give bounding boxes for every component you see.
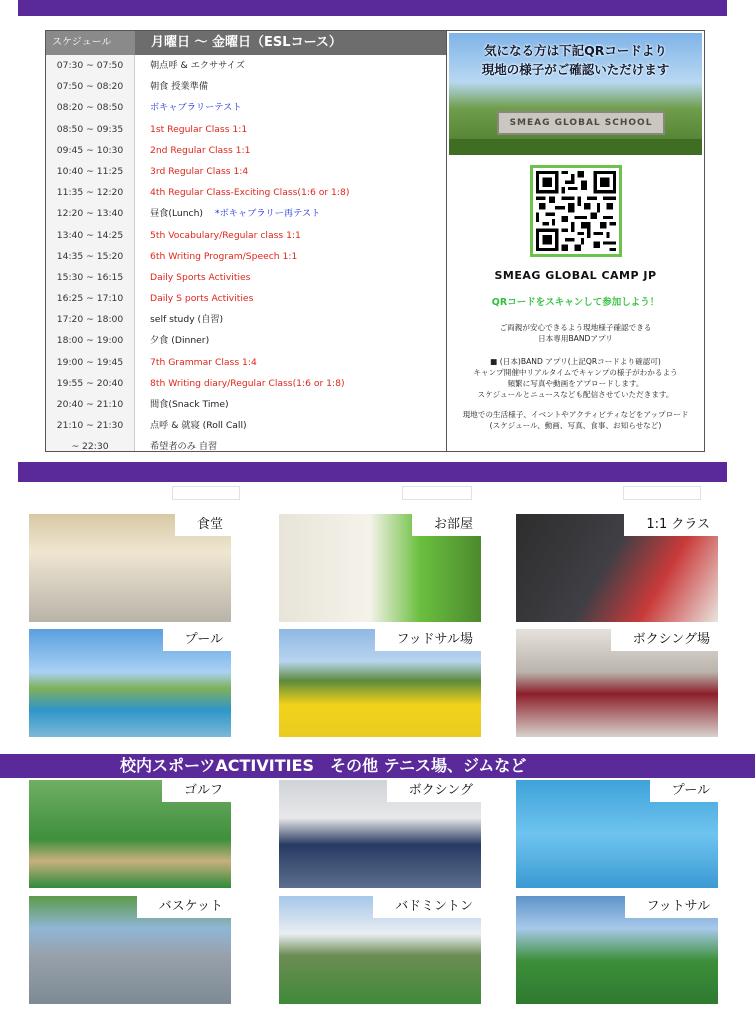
basketball-photo — [29, 896, 231, 1004]
schedule-activity — [135, 246, 446, 267]
banner-line-2: 現地の様子がご確認いただけます — [481, 62, 670, 77]
schedule-activity — [135, 55, 446, 76]
schedule-activity — [135, 225, 446, 246]
schedule-activity — [135, 288, 446, 309]
schedule-time: 07:50 ~ 08:20 — [56, 81, 124, 93]
schedule-activity — [135, 161, 446, 182]
activity-label: ボキャブラリーテスト — [150, 102, 242, 114]
schedule-time: 21:10 ~ 21:30 — [56, 420, 124, 432]
schedule-time: 09:45 ~ 10:30 — [56, 144, 124, 156]
activity-label: 6th Writing Program/Speech 1:1 — [150, 250, 298, 262]
qr-code-icon — [536, 171, 616, 251]
note-line: ■ (日本)BAND アプリ(上記QRコードより確認可) — [490, 357, 661, 366]
futsal-court-photo — [279, 629, 481, 737]
private-class-photo — [516, 514, 718, 622]
schedule-time: 17:20 ~ 18:00 — [56, 314, 124, 326]
schedule-activity — [135, 119, 446, 140]
dorm-room-photo — [279, 514, 481, 622]
photo-label: 1:1 クラス — [624, 514, 718, 536]
schedule-time: ~ 22:30 — [71, 441, 109, 453]
schedule-activity — [135, 97, 446, 118]
schedule-activity — [135, 373, 446, 394]
activity-label: 点呼 & 就寝 (Roll Call) — [150, 420, 247, 432]
activity-column — [135, 55, 446, 451]
hedge-decoration — [449, 139, 702, 155]
activity-label: 4th Regular Class-Exciting Class(1:6 or 1:8) — [150, 187, 350, 199]
photo-label: ゴルフ — [162, 780, 231, 802]
photo-label: ボクシング — [387, 780, 481, 802]
time-column-header: スケジュール — [46, 31, 135, 55]
futsal-photo — [516, 896, 718, 1004]
decorative-tab — [623, 486, 701, 500]
scan-prompt: QRコードをスキャンして参加しよう！ — [491, 297, 660, 308]
activity-label: 間食(Snack Time) — [150, 399, 229, 410]
activity-label: 夕食 (Dinner) — [150, 335, 210, 347]
schedule-time: 11:35 ~ 12:20 — [56, 187, 124, 199]
note-line: (スケジュール、動画、写真、食事、お知らせなど) — [489, 421, 662, 430]
photo-label: フッドサル場 — [375, 629, 481, 651]
activity-label: 希望者のみ 自習 — [150, 441, 218, 453]
schedule-activity — [135, 352, 446, 373]
upload-note — [447, 409, 704, 431]
schedule-activity — [135, 76, 446, 97]
decorative-tab — [172, 486, 240, 500]
activity-label: 3rd Regular Class 1:4 — [150, 165, 249, 177]
photo-label: バスケット — [137, 896, 231, 918]
activity-extra-note: *ボキャブラリー再テスト — [215, 208, 321, 220]
pool-photo — [29, 629, 231, 737]
schedule-time: 14:35 ~ 15:20 — [56, 250, 124, 262]
schedule-time: 16:25 ~ 17:10 — [56, 293, 124, 305]
activity-label: 昼食(Lunch) — [150, 208, 204, 220]
top-accent-bar — [18, 0, 727, 16]
photo-label: ボクシング場 — [611, 629, 718, 651]
schedule-time: 19:55 ~ 20:40 — [56, 377, 124, 389]
schedule-time: 12:20 ~ 13:40 — [56, 208, 124, 220]
qr-code[interactable] — [530, 165, 622, 257]
activity-label: 2nd Regular Class 1:1 — [150, 144, 251, 156]
schedule-time: 07:30 ~ 07:50 — [56, 60, 124, 71]
section-divider-bar — [18, 462, 727, 482]
note-line: 日本専用BANDアプリ — [538, 334, 613, 343]
banner-text — [449, 41, 702, 79]
photo-label: お部屋 — [412, 514, 481, 536]
activity-label: Daily S ports Activities — [150, 293, 254, 305]
schedule-activity — [135, 203, 446, 224]
schedule-activity — [135, 436, 446, 457]
note-line: 現地での生活様子、イベントやアクティビティなどをアップロード — [462, 410, 689, 419]
schedule-header — [46, 31, 446, 55]
band-info-panel — [447, 30, 705, 452]
schedule-time: 19:00 ~ 19:45 — [56, 356, 124, 368]
schedule-activity — [135, 394, 446, 415]
activity-label: 朝点呼 & エクササイズ — [150, 60, 245, 71]
decorative-tab — [402, 486, 472, 500]
activity-label: self study (自習) — [150, 314, 224, 326]
schedule-time: 18:00 ~ 19:00 — [56, 335, 124, 347]
note-line: 頻繁に写真や動画をアプロードします。 — [507, 379, 644, 388]
photo-label: フットサル — [625, 896, 718, 918]
schedule-activity — [135, 415, 446, 436]
band-app-note — [447, 322, 704, 344]
activity-label: 5th Vocabulary/Regular class 1:1 — [150, 229, 301, 241]
banner-line-1: 気になる方は下記QRコードより — [484, 43, 667, 58]
schedule-activity — [135, 140, 446, 161]
photo-label: バドミントン — [373, 896, 481, 918]
school-sign: SMEAG GLOBAL SCHOOL — [497, 111, 665, 135]
time-column — [46, 55, 135, 451]
schedule-activity — [135, 267, 446, 288]
note-line: キャンプ開催中リアルタイムでキャンプの様子がわかるよう — [473, 368, 678, 377]
schedule-time: 13:40 ~ 14:25 — [56, 229, 124, 241]
photo-label: 食堂 — [175, 514, 231, 536]
photo-label: プール — [650, 780, 718, 802]
activity-label: 8th Writing diary/Regular Class(1:6 or 1:8) — [150, 377, 345, 389]
campus-banner-image — [449, 33, 702, 155]
pool-activity-photo — [516, 780, 718, 888]
day-column-header: 月曜日 〜 金曜日（ESLコース） — [151, 35, 342, 50]
schedule-activity — [135, 182, 446, 203]
schedule-time: 08:20 ~ 08:50 — [56, 102, 124, 114]
schedule-time: 08:50 ~ 09:35 — [56, 123, 124, 135]
schedule-time: 15:30 ~ 16:15 — [56, 271, 124, 283]
golf-photo — [29, 780, 231, 888]
boxing-photo — [279, 780, 481, 888]
badminton-photo — [279, 896, 481, 1004]
note-line: スケジュールとニュースなども配信させていただきます。 — [477, 390, 674, 399]
camp-name: SMEAG GLOBAL CAMP JP — [494, 269, 657, 282]
activity-label: 1st Regular Class 1:1 — [150, 123, 248, 135]
activity-label: 朝食 授業準備 — [150, 81, 209, 93]
activity-label: Daily Sports Activities — [150, 271, 251, 283]
photo-label: プール — [163, 629, 231, 651]
dining-hall-photo — [29, 514, 231, 622]
band-details-note — [447, 356, 704, 400]
schedule-time: 10:40 ~ 11:25 — [56, 165, 124, 177]
schedule-activity — [135, 309, 446, 330]
activity-label: 7th Grammar Class 1:4 — [150, 356, 257, 368]
note-line: ご両親が安心できるよう現地様子確認できる — [499, 323, 652, 332]
schedule-time: 20:40 ~ 21:10 — [56, 399, 124, 410]
boxing-gym-photo — [516, 629, 718, 737]
schedule-activity — [135, 330, 446, 351]
sports-section-title: 校内スポーツACTIVITIES その他 テニス場、ジムなど — [0, 754, 755, 778]
schedule-table — [45, 30, 447, 452]
